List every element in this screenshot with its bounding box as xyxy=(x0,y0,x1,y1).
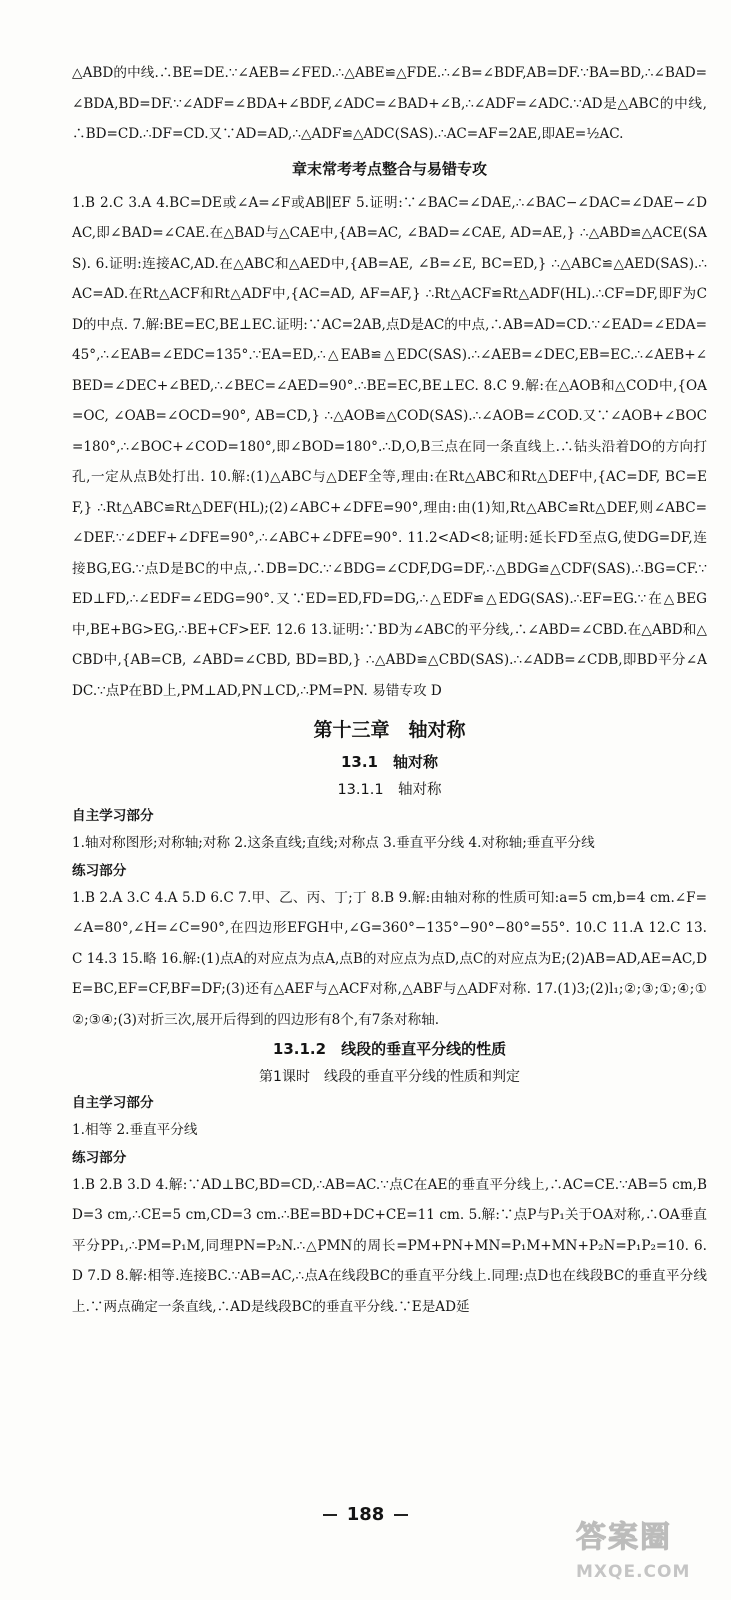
section-heading: 13.1 轴对称 xyxy=(340,753,438,771)
section-title: 章末常考考点整合与易错专攻 xyxy=(291,159,487,178)
lesson-heading: 第1课时 线段的垂直平分线的性质和判定 xyxy=(259,1069,520,1085)
watermark-url: MXQE.COM xyxy=(576,1562,691,1582)
watermark-logo xyxy=(576,1512,726,1596)
chapter-title: 第十三章 轴对称 xyxy=(313,719,466,741)
answer-paragraph: 1.B 2.A 3.C 4.A 5.D 6.C 7.甲、乙、丙、丁;丁 8.B 9.解:由轴对称的性质可知:a=5 cm,b=4 cm.∠F=∠A=80°,∠H=∠C=90°,在四边形EFGH中,∠G=360°−135°−90°−80°=55°. 10.C 11.A 12.C 13.C 14.3 15.略 16.解:(1)点A的对应点为点A,点B的对应点为点D,点C的对应点为E;(2)AB=AD,AE=AC,DE=BC,EF=CF,BF=DF;(3)还有△AEF与△ACF对称,△ABF与△ADF对称. 17.(1)3;(2)l₁;②;③;①;④;①②;③④;(3)对折三次,展开后得到的四边形有8个,有7条对称轴. xyxy=(72,889,707,1028)
subsection-heading: 13.1.1 轴对称 xyxy=(337,782,442,798)
part-label: 自主学习部分 xyxy=(72,808,154,824)
part-label: 练习部分 xyxy=(72,862,127,879)
part-label: 练习部分 xyxy=(72,1149,127,1166)
watermark-text: 答案圈 xyxy=(576,1520,672,1555)
answer-paragraph: 1.轴对称图形;对称轴;对称 2.这条直线;直线;对称点 3.垂直平分线 4.对称轴;垂直平分线 xyxy=(72,835,595,851)
answer-paragraph: 1.相等 2.垂直平分线 xyxy=(72,1122,198,1138)
page-number: 188 xyxy=(0,1504,731,1525)
answer-paragraph: 1.B 2.C 3.A 4.BC=DE或∠A=∠F或AB∥EF 5.证明:∵∠BAC=∠DAE,∴∠BAC−∠DAC=∠DAE−∠DAC,即∠BAD=∠CAE.在△BAD与△CAE中,{AB=AC, ∠BAD=∠CAE, AD=AE,} ∴△ABD≌△ACE(SAS). 6.证明:连接AC,AD.在△ABC和△AED中,{AB=AE, ∠B=∠E, BC=ED,} ∴△ABC≌△AED(SAS).∴AC=AD.在Rt△ACF和Rt△ADF中,{AC=AD, AF=AF,} ∴Rt△ACF≌Rt△ADF(HL).∴CF=DF,即F为CD的中点. 7.解:BE=EC,BE⊥EC.证明:∵AC=2AB,点D是AC的中点,∴AB=AD=CD.∵∠EAD=∠EDA=45°,∴∠EAB=∠EDC=135°.∵EA=ED,∴△EAB≌△EDC(SAS).∴∠AEB=∠DEC,EB=EC.∴∠AEB+∠BED=∠DEC+∠BED,∴∠BEC=∠AED=90°.∴BE=EC,BE⊥EC. 8.C 9.解:在△AOB和△COD中,{OA=OC, ∠OAB=∠OCD=90°, AB=CD,} ∴△AOB≌△COD(SAS).∴∠AOB=∠COD.又∵∠AOB+∠BOC=180°,∴∠BOC+∠COD=180°,即∠BOD=180°.∴D,O,B三点在同一条直线上.∴钻头沿着DO的方向打孔,一定从点B处打出. 10.解:(1)△ABC与△DEF全等,理由:在Rt△ABC和Rt△DEF中,{AC=DF, BC=EF,} ∴Rt△ABC≌Rt△DEF(HL);(2)∠ABC+∠DFE=90°,理由:由(1)知,Rt△ABC≌Rt△DEF,则∠ABC=∠DEF.∵∠DEF+∠DFE=90°,∴∠ABC+∠DFE=90°. 11.2<AD<8;证明:延长FD至点G,使DG=DF,连接BG,EG.∵点D是BC的中点,∴DB=DC.∵∠BDG=∠CDF,DG=DF,∴△BDG≌△CDF(SAS).∴BG=CF.∵ED⊥FD,∴∠EDF=∠EDG=90°.又∵ED=ED,FD=DG,∴△EDF≌△EDG(SAS).∴EF=EG.∵在△BEG中,BE+BG>EG,∴BE+CF>EF. 12.6 13.证明:∵BD为∠ABC的平分线,∴∠ABD=∠CBD.在△ABD和△CBD中,{AB=CB, ∠ABD=∠CBD, BD=BD,} ∴△ABD≌△CBD(SAS).∴∠ADB=∠CDB,即BD平分∠ADC.∵点P在BD上,PM⊥AD,PN⊥CD,∴PM=PN. 易错专攻 D xyxy=(72,194,707,699)
subsection-heading: 13.1.2 线段的垂直平分线的性质 xyxy=(272,1040,507,1058)
answer-paragraph: 1.B 2.B 3.D 4.解:∵AD⊥BC,BD=CD,∴AB=AC.∵点C在AE的垂直平分线上,∴AC=CE.∵AB=5 cm,BD=3 cm,∴CE=5 cm,CD=3 cm.∴BE=BD+DC+CE=11 cm. 5.解:∵点P与P₁关于OA对称,∴OA垂直平分PP₁,∴PM=P₁M,同理PN=P₂N.∴△PMN的周长=PM+PN+MN=P₁M+MN+P₂N=P₁P₂=10. 6.D 7.D 8.解:相等.连接BC.∵AB=AC,∴点A在线段BC的垂直平分线上.同理:点D也在线段BC的垂直平分线上.∵两点确定一条直线,∴AD是线段BC的垂直平分线.∵E是AD延 xyxy=(72,1176,707,1315)
answer-paragraph: △ABD的中线.∴BE=DE.∵∠AEB=∠FED.∴△ABE≌△FDE.∴∠B=∠BDF,AB=DF.∵BA=BD,∴∠BAD=∠BDA,BD=DF.∵∠ADF=∠BDA+∠BDF,∠ADC=∠BAD+∠B,∴∠ADF=∠ADC.∵AD是△ABC的中线,∴BD=CD.∴DF=CD.又∵AD=AD,∴△ADF≌△ADC(SAS).∴AC=AF=2AE,即AE=½AC. xyxy=(72,65,707,142)
part-label: 自主学习部分 xyxy=(72,1095,154,1111)
